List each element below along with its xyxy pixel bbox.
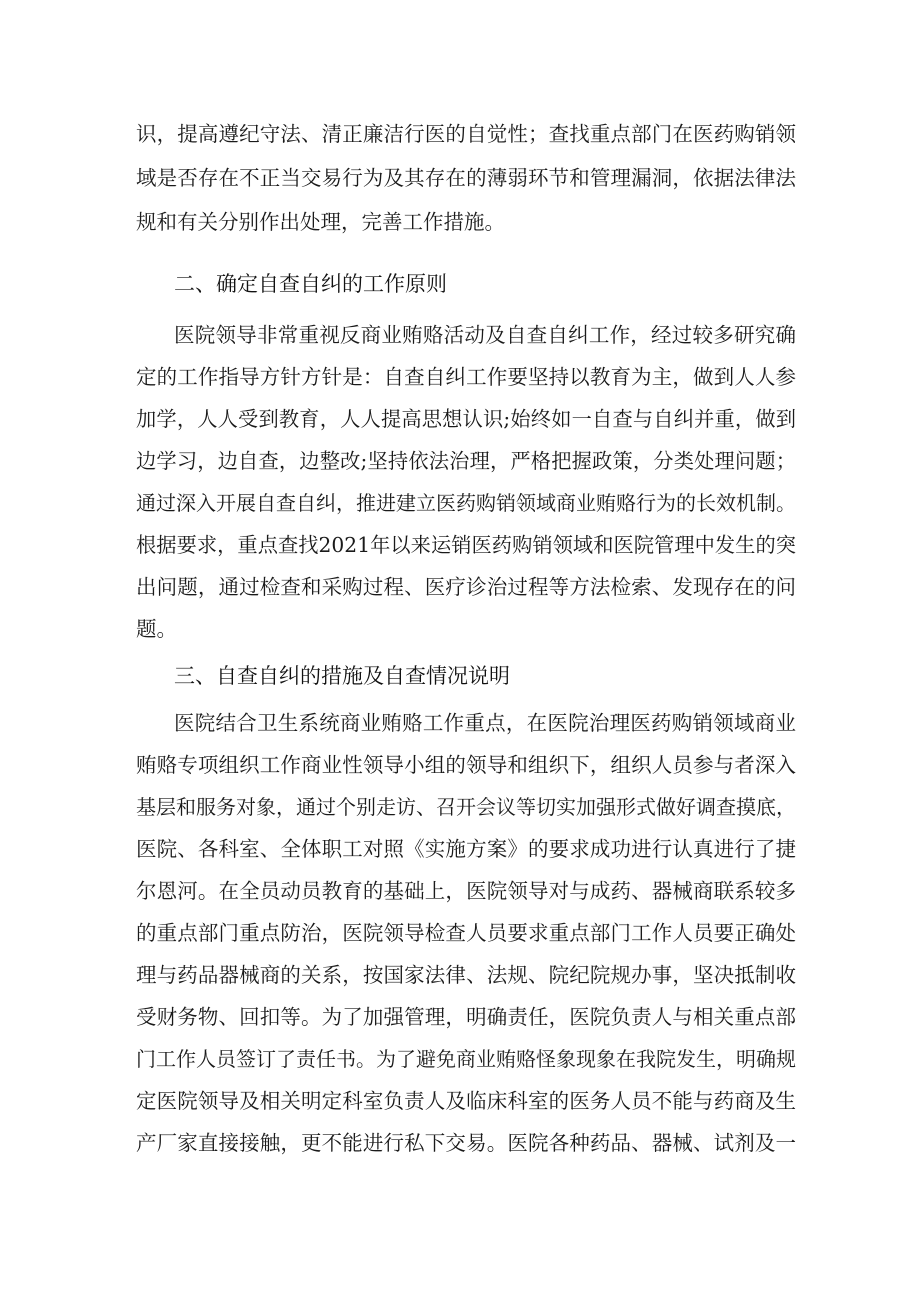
paragraph-line: 识，提高遵纪守法、清正廉洁行医的自觉性；查找重点部门在医药购销领: [136, 122, 796, 146]
paragraph-line: 贿赂专项组织工作商业性领导小组的领导和组织下，组织人员参与者深入: [136, 753, 796, 777]
paragraph-line: 医院领导非常重视反商业贿赂活动及自查自纠工作，经过较多研究确: [174, 323, 796, 347]
paragraph-line: 出问题，通过检查和采购过程、医疗诊治过程等方法检索、发现存在的问: [136, 575, 796, 599]
paragraph-line: 根据要求，重点查找2021年以来运销医药购销领域和医院管理中发生的突: [136, 533, 796, 557]
paragraph-line: 的重点部门重点防治，医院领导检查人员要求重点部门工作人员要正确处: [136, 921, 796, 945]
paragraph-line: 医院、各科室、全体职工对照《实施方案》的要求成功进行认真进行了捷: [136, 837, 796, 861]
paragraph-line: 理与药品器械商的关系，按国家法律、法规、院纪院规办事，坚决抵制收: [136, 963, 796, 987]
section-heading: 二、确定自查自纠的工作原则: [174, 272, 447, 296]
paragraph-line: 加学，人人受到教育，人人提高思想认识;始终如一自查与自纠并重，做到: [136, 407, 796, 431]
paragraph-line: 定医院领导及相关明定科室负责人及临床科室的医务人员不能与药商及生: [136, 1089, 796, 1113]
paragraph-line: 医院结合卫生系统商业贿赂工作重点，在医院治理医药购销领域商业: [174, 711, 796, 735]
paragraph-line: 边学习，边自查，边整改;坚持依法治理，严格把握政策，分类处理问题；: [136, 449, 796, 473]
paragraph-line: 尔恩河。在全员动员教育的基础上，医院领导对与成药、器械商联系较多: [136, 879, 796, 903]
paragraph-line: 产厂家直接接触，更不能进行私下交易。医院各种药品、器械、试剂及一: [136, 1131, 796, 1155]
paragraph-line: 定的工作指导方针方针是：自查自纠工作要坚持以教育为主，做到人人参: [136, 365, 796, 389]
paragraph-line: 通过深入开展自查自纠，推进建立医药购销领域商业贿赂行为的长效机制。: [136, 491, 796, 515]
paragraph-line: 规和有关分别作出处理，完善工作措施。: [136, 210, 505, 234]
paragraph-line: 受财务物、回扣等。为了加强管理，明确责任，医院负责人与相关重点部: [136, 1005, 796, 1029]
paragraph-line: 门工作人员签订了责任书。为了避免商业贿赂怪象现象在我院发生，明确规: [136, 1047, 796, 1071]
paragraph-line: 基层和服务对象，通过个别走访、召开会议等切实加强形式做好调查摸底，: [136, 795, 796, 819]
section-heading: 三、自查自纠的措施及自查情况说明: [174, 664, 510, 688]
paragraph-line: 题。: [136, 617, 177, 641]
paragraph-line: 域是否存在不正当交易行为及其存在的薄弱环节和管理漏洞，依据法律法: [136, 166, 796, 190]
